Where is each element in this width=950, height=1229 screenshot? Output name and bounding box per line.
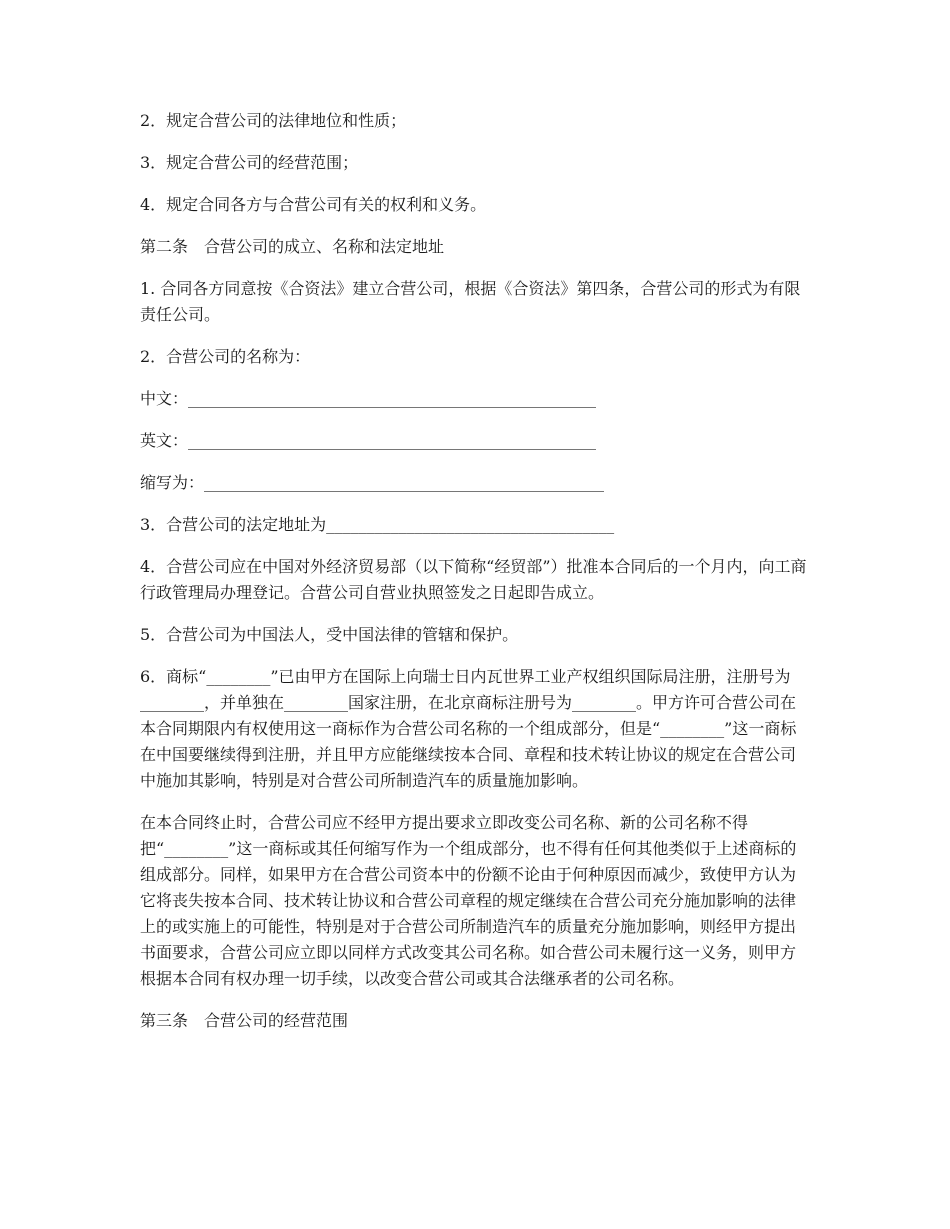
abbreviation-blank: 缩写为：__________________________________________________ — [140, 473, 605, 492]
article-2-item-6: 6．商标“________”已由甲方在国际上向瑞士日内瓦世界工业产权组织国际局注册，注册号为________，并单独在________国家注册，在北京商标注册号为________。甲方许可合营公司在本合同期限内有权使用这一商标作为合营公司名称的一个组成部分，但是“________”这一商标在中国要继续得到注册，并且甲方应能继续按本合同、章程和技术转让协议的规定在合营公司中施加其影响，特别是对合营公司所制造汽车的质量施加影响。 — [140, 667, 797, 790]
article-2-item-2: 2．合营公司的名称为： — [140, 347, 311, 366]
document-page — [140, 108, 810, 1050]
article-2-item-1: 1. 合同各方同意按《合资法》建立合营公司，根据《合资法》第四条，合营公司的形式为有限责任公司。 — [140, 279, 801, 324]
clause-item-4: 4．规定合同各方与合营公司有关的权利和义务。 — [140, 195, 487, 214]
english-name-blank: 英文：___________________________________________________ — [140, 431, 597, 450]
article-2-item-4: 4．合营公司应在中国对外经济贸易部（以下简称“经贸部”）批准本合同后的一个月内，向工商行政管理局办理登记。合营公司自营业执照签发之日起即告成立。 — [140, 557, 807, 602]
article-2-heading: 第二条 合营公司的成立、名称和法定地址 — [140, 237, 445, 256]
article-2-item-5: 5．合营公司为中国法人，受中国法律的管辖和保护。 — [140, 625, 519, 644]
article-3-heading: 第三条 合营公司的经营范围 — [140, 1011, 349, 1030]
clause-item-2: 2．规定合营公司的法律地位和性质； — [140, 111, 407, 130]
article-2-item-3: 3．合营公司的法定地址为____________________________________ — [140, 515, 615, 534]
clause-item-3: 3．规定合营公司的经营范围； — [140, 153, 359, 172]
chinese-name-blank: 中文：___________________________________________________ — [140, 389, 597, 408]
termination-paragraph: 在本合同终止时，合营公司应不经甲方提出要求立即改变公司名称、新的公司名称不得把“________”这一商标或其任何缩写作为一个组成部分，也不得有任何其他类似于上述商标的组成部分。同样，如果甲方在合营公司资本中的份额不论由于何种原因而减少，致使甲方认为它将丧失按本合同、技术转让协议和合营公司章程的规定继续在合营公司充分施加影响的法律上的或实施上的可能性，特别是对于合营公司所制造汽车的质量充分施加影响，则经甲方提出书面要求，合营公司应立即以同样方式改变其公司名称。如合营公司未履行这一义务，则甲方根据本合同有权办理一切手续，以改变合营公司或其合法继承者的公司名称。 — [140, 813, 797, 988]
